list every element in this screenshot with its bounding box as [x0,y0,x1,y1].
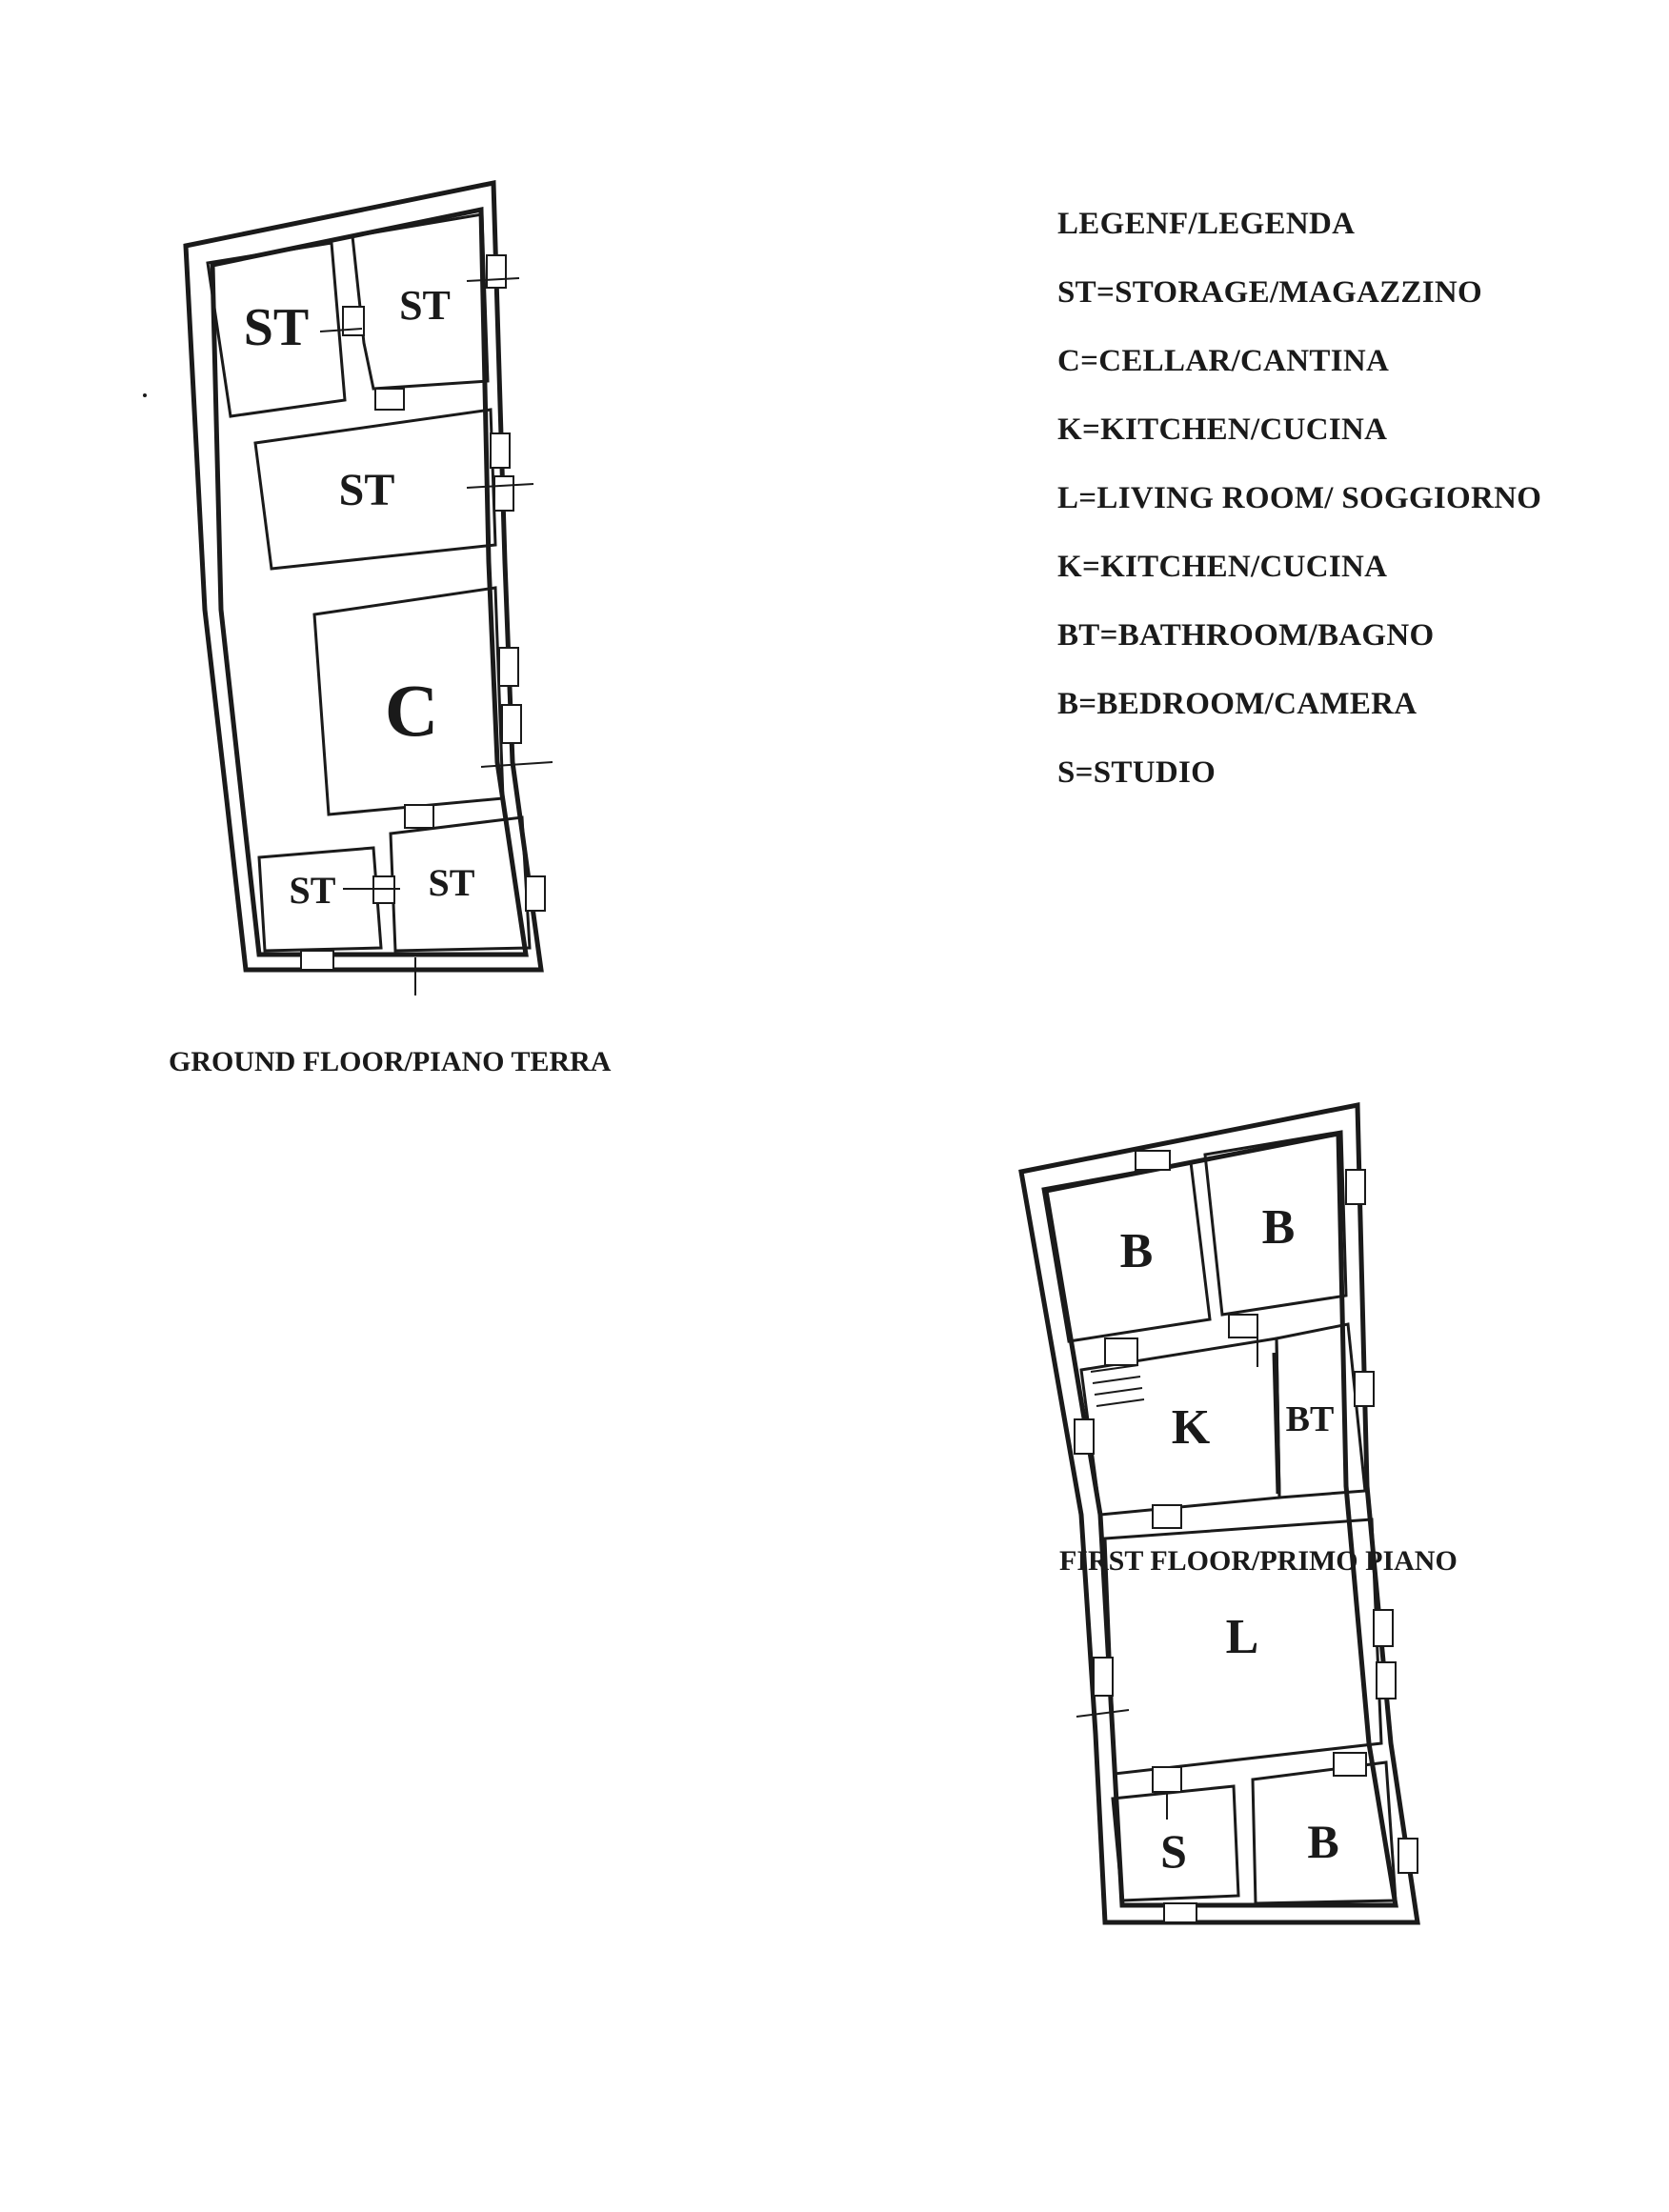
legend-item: K=KITCHEN/CUCINA [1057,550,1388,584]
ground-door-2 [375,389,404,410]
first-window-2 [1346,1170,1365,1204]
first-room-label: L [1225,1610,1259,1664]
legend-item: L=LIVING ROOM/ SOGGIORNO [1057,481,1542,515]
ground-room-label: ST [399,282,451,329]
scan-speck [143,393,147,397]
legend-item: C=CELLAR/CANTINA [1057,344,1390,378]
ground-tick-3 [481,762,553,767]
first-door-4 [1153,1767,1181,1792]
ground-window-2 [491,433,510,468]
ground-window-3 [494,476,513,511]
first-kitchen-stairs [1091,1365,1144,1406]
first-floor-plan [1021,1105,1418,1922]
first-room-label: K [1171,1400,1211,1455]
ground-window-1 [487,255,506,288]
legend-item: K=KITCHEN/CUCINA [1057,412,1388,447]
first-window-9 [1164,1903,1196,1922]
ground-window-6 [526,876,545,911]
ground-door-1 [343,307,364,335]
legend-item: S=STUDIO [1057,755,1217,790]
ground-floor-plan [186,183,553,995]
ground-room-label: ST [243,298,310,357]
legend-item: BT=BATHROOM/BAGNO [1057,618,1435,653]
first-window-3 [1355,1372,1374,1406]
ground-room-label: ST [338,465,395,515]
first-window-7 [1094,1658,1113,1696]
ground-window-7 [301,951,333,970]
first-window-6 [1377,1662,1396,1699]
first-window-1 [1136,1151,1170,1170]
legend-item: B=BEDROOM/CAMERA [1057,687,1418,721]
first-window-5 [1374,1610,1393,1646]
ground-window-4 [499,648,518,686]
first-room-label: B [1307,1815,1339,1868]
first-room-label: B [1261,1200,1296,1255]
ground-room-label: C [384,669,439,752]
ground-window-5 [502,705,521,743]
legend [1057,200,1541,817]
ground-room-label: ST [289,869,336,912]
ground-room-label: ST [428,861,475,904]
first-room-label: S [1160,1824,1187,1878]
first-room-label: B [1119,1224,1154,1278]
first-door-2 [1229,1315,1257,1337]
legend-item: ST=STORAGE/MAGAZZINO [1057,275,1482,310]
first-window-4 [1075,1419,1094,1454]
ground-door-3 [405,805,433,828]
first-floor-outer-wall [1021,1105,1418,1922]
first-window-8 [1398,1839,1418,1873]
first-tick-1 [1076,1710,1129,1717]
first-floor-caption: FIRST FLOOR/PRIMO PIANO [1059,1545,1458,1577]
first-door-3 [1153,1505,1181,1528]
ground-floor-caption: GROUND FLOOR/PIANO TERRA [169,1046,612,1077]
legend-title: LEGENF/LEGENDA [1057,207,1356,241]
first-door-1 [1105,1338,1137,1365]
first-door-5 [1334,1753,1366,1776]
first-room-label: BT [1285,1399,1335,1439]
